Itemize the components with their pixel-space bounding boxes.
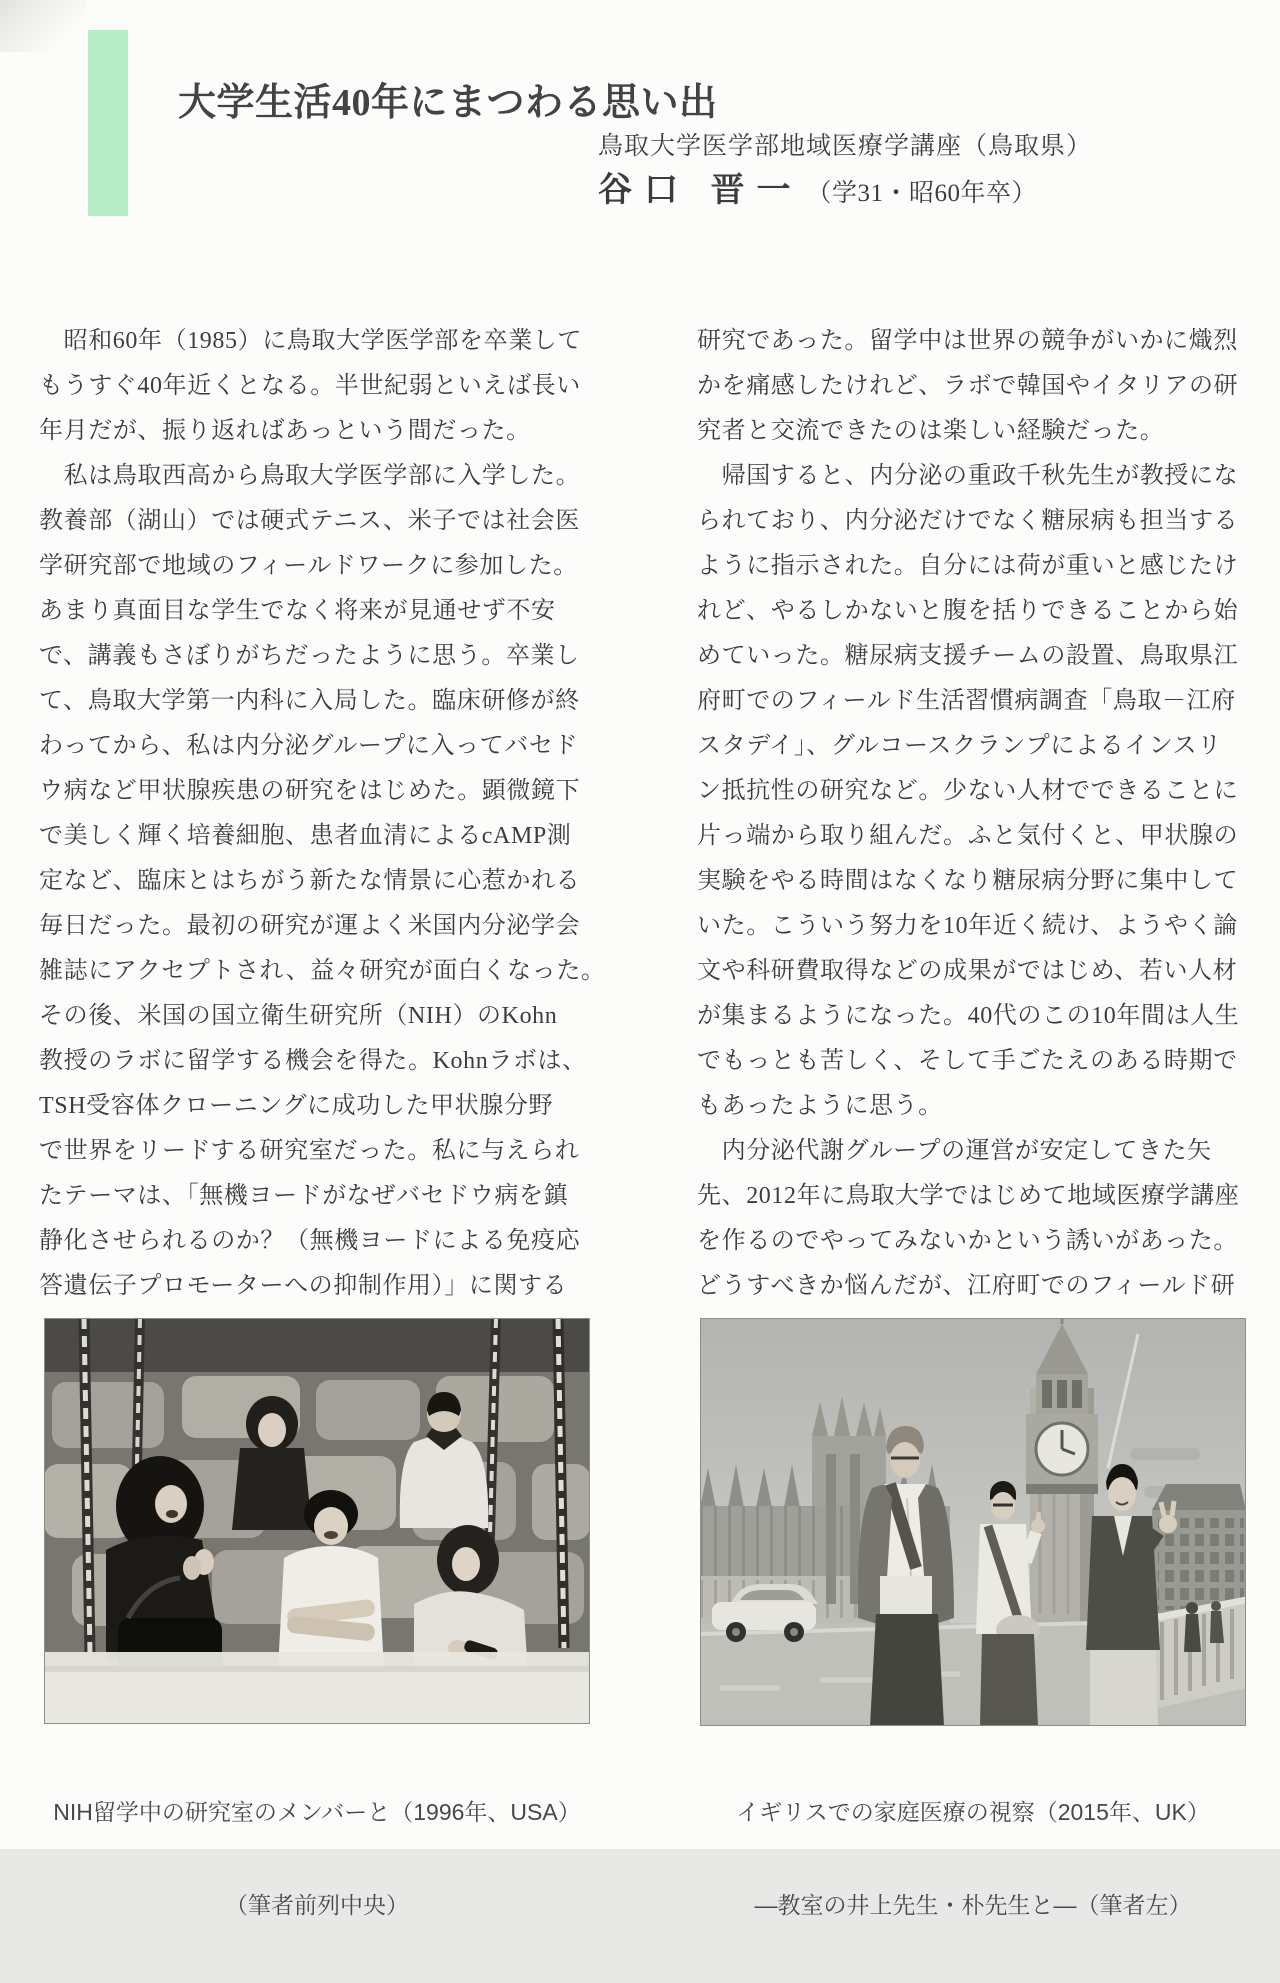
text-line: が集まるようになった。40代のこの10年間は人生 <box>697 1003 1240 1029</box>
text-line: 毎日だった。最初の研究が運よく米国内分泌学会 <box>39 913 581 939</box>
text-line: ように指示された。自分には荷が重いと感じたけ <box>697 553 1239 579</box>
text-line: スタデイ」、グルコースクランプによるインスリ <box>697 733 1222 759</box>
text-line: 私は鳥取西高から鳥取大学医学部に入学した。 <box>39 463 581 489</box>
text-line: 府町でのフィールド生活習慣病調査「鳥取－江府 <box>697 688 1236 714</box>
london-bigben-photo-graphic <box>700 1318 1246 1726</box>
author-class-note: （学31・昭60年卒） <box>806 180 1038 207</box>
author-affiliation: 鳥取大学医学部地域医療学講座（鳥取県） <box>598 133 1093 160</box>
text-line: で、講義もさぼりがちだったように思う。卒業し <box>39 643 580 669</box>
text-line: 帰国すると、内分泌の重政千秋先生が教授にな <box>697 463 1239 489</box>
text-line: かを痛感したけれど、ラボで韓国やイタリアの研 <box>697 373 1239 399</box>
text-line: その後、米国の国立衛生研究所（NIH）のKohn <box>39 1003 558 1029</box>
text-line: ウ病など甲状腺疾患の研究をはじめた。顕微鏡下 <box>39 778 581 804</box>
text-line: を作るのでやってみないかという誘いがあった。 <box>697 1228 1238 1254</box>
text-line: 雑誌にアクセプトされ、益々研究が面白くなった。 <box>39 958 606 984</box>
text-line: 研究であった。留学中は世界の競争がいかに熾烈 <box>697 328 1238 354</box>
text-line: られており、内分泌だけでなく糖尿病も担当する <box>697 508 1239 534</box>
text-line: て、鳥取大学第一内科に入局した。臨床研修が終 <box>39 688 580 714</box>
text-line: 答遺伝子プロモーターへの抑制作用）」に関する <box>39 1273 568 1299</box>
swing-group-photo-graphic <box>44 1318 590 1724</box>
text-line: めていった。糖尿病支援チームの設置、鳥取県江 <box>697 643 1239 669</box>
article-body-left-column <box>39 319 606 1309</box>
text-line: もあったように思う。 <box>697 1093 943 1119</box>
text-line: もうすぐ40年近くとなる。半世紀弱といえば長い <box>39 373 581 399</box>
text-line: 学研究部で地域のフィールドワークに参加した。 <box>39 553 578 579</box>
caption-line: ―教室の井上先生・朴先生と―（筆者左） <box>754 1892 1192 1918</box>
photo-london-visit <box>700 1318 1246 1726</box>
text-line: 片っ端から取り組んだ。ふと気付くと、甲状腺の <box>697 823 1239 849</box>
text-line: いた。こういう努力を10年近く続け、ようやく論 <box>697 913 1238 939</box>
text-line: で世界をリードする研究室だった。私に与えられ <box>39 1138 580 1164</box>
photo-nih-group <box>44 1318 590 1724</box>
bright-floor <box>44 1666 590 1724</box>
caption-line: NIH留学中の研究室のメンバーと（1996年、USA） <box>53 1799 581 1825</box>
photo-left-caption <box>44 1735 590 1983</box>
author-name: 谷口 晋一 <box>598 172 803 209</box>
text-line: 年月だが、振り返ればあっという間だった。 <box>39 418 531 444</box>
text-line: TSH受容体クローニングに成功した甲状腺分野 <box>39 1093 554 1119</box>
text-line: あまり真面目な学生でなく将来が見通せず不安 <box>39 598 556 624</box>
text-line: 文や科研費取得などの成果がではじめ、若い人材 <box>697 958 1238 984</box>
text-line: れど、やるしかないと腹を括りできることから始 <box>697 598 1239 624</box>
text-line: どうすべきか悩んだが、江府町でのフィールド研 <box>697 1273 1236 1299</box>
text-line: たテーマは、「無機ヨードがなぜバセドウ病を鎮 <box>39 1183 569 1209</box>
author-line <box>598 162 1037 211</box>
scan-smudge <box>0 0 86 52</box>
text-line: 教授のラボに留学する機会を得た。Kohnラボは、 <box>39 1048 587 1074</box>
text-line: 定など、臨床とはちがう新たな情景に心惹かれる <box>39 868 581 894</box>
text-line: 実験をやる時間はなくなり糖尿病分野に集中して <box>697 868 1239 894</box>
text-line: 静化させられるのか？（無機ヨードによる免疫応 <box>39 1228 581 1254</box>
text-line: で美しく輝く培養細胞、患者血清によるcAMP測 <box>39 823 572 849</box>
text-line: わってから、私は内分泌グループに入ってバセド <box>39 733 579 759</box>
text-line: 先、2012年に鳥取大学ではじめて地域医療学講座 <box>697 1183 1240 1209</box>
photo-right-caption <box>700 1735 1246 1983</box>
article-title: 大学生活40年にまつわる思い出 <box>178 82 718 125</box>
text-line: 究者と交流できたのは楽しい経験だった。 <box>697 418 1165 444</box>
text-line: 内分泌代謝グループの運営が安定してきた矢 <box>697 1138 1212 1164</box>
caption-line: （筆者前列中央） <box>225 1892 409 1918</box>
text-line: 教養部（湖山）では硬式テニス、米子では社会医 <box>39 508 580 534</box>
swing-front-rail <box>44 1652 590 1666</box>
text-line: でもっとも苦しく、そして手ごたえのある時期で <box>697 1048 1238 1074</box>
photo-dark-ceiling <box>44 1318 590 1372</box>
section-accent-bar <box>88 30 128 216</box>
text-line: ン抵抗性の研究など。少ない人材でできることに <box>697 778 1239 804</box>
caption-line: イギリスでの家庭医療の視察（2015年、UK） <box>736 1799 1210 1825</box>
article-body-right-column <box>697 319 1253 1309</box>
text-line: 昭和60年（1985）に鳥取大学医学部を卒業して <box>39 328 582 354</box>
